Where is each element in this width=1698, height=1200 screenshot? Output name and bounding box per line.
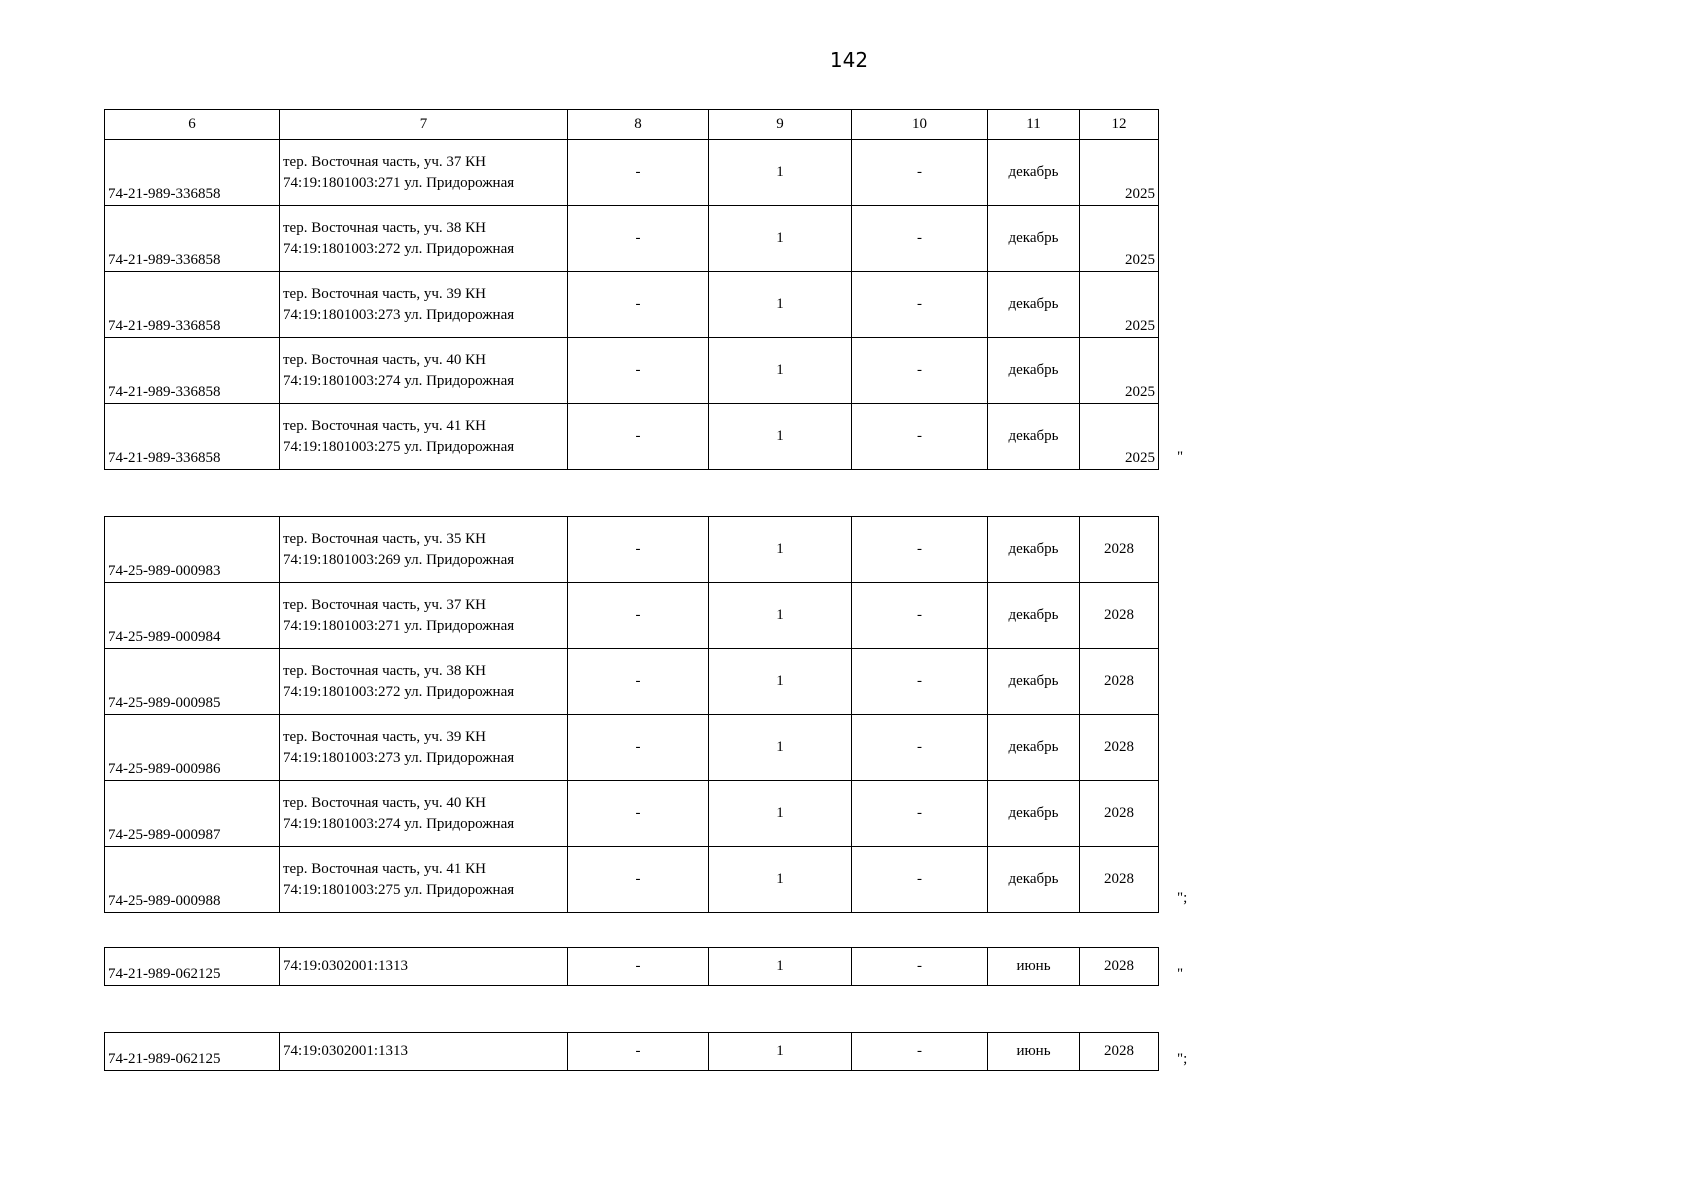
address-line-1: тер. Восточная часть, уч. 37 КН [283,597,486,613]
table-row [105,847,1159,913]
col-8-value: - [568,338,709,404]
table-1 [104,109,1159,470]
year-value: 2028 [1080,948,1159,986]
object-code: 74-21-989-336858 [105,140,280,206]
col-8-value: - [568,948,709,986]
header-col-11: 11 [988,110,1080,140]
address-cell: 74:19:0302001:1313 [280,948,568,986]
col-8-value: - [568,715,709,781]
col-9-value: 1 [709,715,852,781]
address-cell: 74:19:0302001:1313 [280,1033,568,1071]
address-line-1: тер. Восточная часть, уч. 41 КН [283,418,486,434]
col-10-value: - [852,517,988,583]
col-8-value: - [568,517,709,583]
col-8-value: - [568,583,709,649]
address-line-1: тер. Восточная часть, уч. 35 КН [283,531,486,547]
address-line-2: 74:19:1801003:272 ул. Придорожная [283,241,515,257]
col-8-value: - [568,140,709,206]
col-9-value: 1 [709,404,852,470]
object-code: 74-21-989-336858 [105,206,280,272]
address-line-2: 74:19:1801003:269 ул. Придорожная [283,552,515,568]
col-9-value: 1 [709,140,852,206]
col-9-value: 1 [709,649,852,715]
col-10-value: - [852,948,988,986]
header-col-9: 9 [709,110,852,140]
year-value: 2028 [1080,1033,1159,1071]
table-row [105,715,1159,781]
address-line-2: 74:19:1801003:271 ул. Придорожная [283,618,515,634]
address-cell [280,338,568,404]
object-code: 74-21-989-062125 [105,948,280,986]
month-value: декабрь [988,781,1080,847]
address-cell [280,140,568,206]
address-line-1: тер. Восточная часть, уч. 39 КН [283,286,486,302]
address-cell [280,272,568,338]
address-cell [280,847,568,913]
month-value: июнь [988,1033,1080,1071]
table-row [105,404,1159,470]
col-8-value: - [568,649,709,715]
table-row [105,583,1159,649]
address-line-1: тер. Восточная часть, уч. 40 КН [283,795,486,811]
col-8-value: - [568,404,709,470]
col-9-value: 1 [709,948,852,986]
col-9-value: 1 [709,206,852,272]
month-value: декабрь [988,847,1080,913]
month-value: декабрь [988,140,1080,206]
address-line-1: тер. Восточная часть, уч. 39 КН [283,729,486,745]
page-number: 142 [829,48,869,72]
table-header-row [105,110,1159,140]
address-cell [280,404,568,470]
object-code: 74-25-989-000983 [105,517,280,583]
header-col-6: 6 [105,110,280,140]
col-9-value: 1 [709,781,852,847]
address-line-1: тер. Восточная часть, уч. 37 КН [283,154,486,170]
header-col-7: 7 [280,110,568,140]
closing-quote-mark: "; [1177,890,1188,906]
month-value: декабрь [988,583,1080,649]
address-cell [280,517,568,583]
header-col-8: 8 [568,110,709,140]
table-4 [104,1032,1159,1071]
col-10-value: - [852,338,988,404]
table-row [105,206,1159,272]
month-value: декабрь [988,649,1080,715]
object-code: 74-21-989-336858 [105,338,280,404]
object-code: 74-25-989-000984 [105,583,280,649]
col-8-value: - [568,781,709,847]
year-value: 2025 [1080,272,1159,338]
col-9-value: 1 [709,847,852,913]
address-cell [280,649,568,715]
object-code: 74-25-989-000987 [105,781,280,847]
address-cell [280,206,568,272]
col-10-value: - [852,1033,988,1071]
table-row [105,338,1159,404]
address-line-1: тер. Восточная часть, уч. 40 КН [283,352,486,368]
address-line-2: 74:19:1801003:273 ул. Придорожная [283,307,515,323]
col-10-value: - [852,649,988,715]
address-line-1: тер. Восточная часть, уч. 38 КН [283,663,486,679]
col-8-value: - [568,272,709,338]
year-value: 2028 [1080,847,1159,913]
col-10-value: - [852,583,988,649]
table-row [105,517,1159,583]
address-line-1: тер. Восточная часть, уч. 41 КН [283,861,486,877]
month-value: декабрь [988,206,1080,272]
year-value: 2025 [1080,404,1159,470]
month-value: декабрь [988,517,1080,583]
col-10-value: - [852,781,988,847]
header-col-12: 12 [1080,110,1159,140]
address-line-2: 74:19:1801003:275 ул. Придорожная [283,439,515,455]
address-line-1: тер. Восточная часть, уч. 38 КН [283,220,486,236]
month-value: декабрь [988,404,1080,470]
closing-quote-mark: " [1177,966,1184,982]
object-code: 74-21-989-336858 [105,272,280,338]
closing-quote-mark: "; [1177,1051,1188,1067]
table-row [105,649,1159,715]
table-row [105,272,1159,338]
table-row [105,140,1159,206]
object-code: 74-21-989-336858 [105,404,280,470]
col-9-value: 1 [709,583,852,649]
address-line-2: 74:19:1801003:271 ул. Придорожная [283,175,515,191]
table-3 [104,947,1159,986]
table-2 [104,516,1159,913]
object-code: 74-25-989-000985 [105,649,280,715]
address-line-2: 74:19:1801003:272 ул. Придорожная [283,684,515,700]
address-line-2: 74:19:1801003:274 ул. Придорожная [283,373,515,389]
table-row [105,1033,1159,1071]
header-col-10: 10 [852,110,988,140]
year-value: 2025 [1080,206,1159,272]
object-code: 74-25-989-000986 [105,715,280,781]
col-9-value: 1 [709,272,852,338]
col-10-value: - [852,206,988,272]
col-10-value: - [852,140,988,206]
col-10-value: - [852,404,988,470]
address-cell [280,781,568,847]
year-value: 2025 [1080,338,1159,404]
col-10-value: - [852,272,988,338]
year-value: 2028 [1080,781,1159,847]
year-value: 2028 [1080,517,1159,583]
month-value: декабрь [988,715,1080,781]
address-cell [280,715,568,781]
address-line-2: 74:19:1801003:273 ул. Придорожная [283,750,515,766]
year-value: 2028 [1080,649,1159,715]
col-9-value: 1 [709,1033,852,1071]
table-row [105,948,1159,986]
month-value: июнь [988,948,1080,986]
address-line-2: 74:19:1801003:274 ул. Придорожная [283,816,515,832]
table-row [105,781,1159,847]
object-code: 74-25-989-000988 [105,847,280,913]
address-line-2: 74:19:1801003:275 ул. Придорожная [283,882,515,898]
month-value: декабрь [988,272,1080,338]
col-10-value: - [852,715,988,781]
year-value: 2025 [1080,140,1159,206]
col-10-value: - [852,847,988,913]
col-8-value: - [568,206,709,272]
closing-quote-mark: " [1177,449,1184,465]
month-value: декабрь [988,338,1080,404]
year-value: 2028 [1080,715,1159,781]
object-code: 74-21-989-062125 [105,1033,280,1071]
year-value: 2028 [1080,583,1159,649]
address-cell [280,583,568,649]
col-9-value: 1 [709,338,852,404]
col-9-value: 1 [709,517,852,583]
col-8-value: - [568,847,709,913]
col-8-value: - [568,1033,709,1071]
